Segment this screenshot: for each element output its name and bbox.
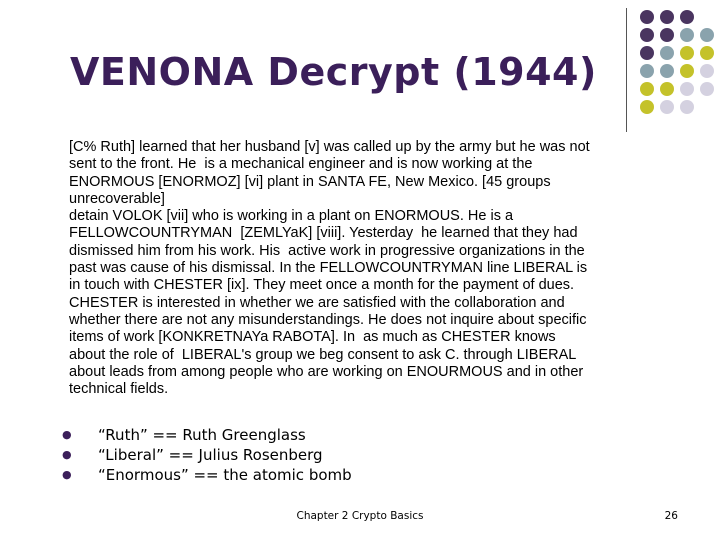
bullet-item — [62, 425, 352, 445]
bullet-dot-icon: ● — [62, 448, 72, 461]
dot-lilac — [700, 82, 714, 96]
dot-olive — [680, 46, 694, 60]
dot-purple — [640, 28, 654, 42]
dot-olive — [640, 100, 654, 114]
decrypt-text: [C% Ruth] learned that her husband [v] was called up by the army but he was not sent to the front. He is a mechanical engineer and is now working at the ENORMOUS [ENORMOZ] [vi] plant in SANTA FE, New Mexico. [45 groups unrecoverable] detain VOLOK [vii] who is working in a plant on ENORMOUS. He is a FELLOWCOUNTRYMAN [ZEMLYaK] [viii]. Yesterday he learned that they had dismissed him from his work. His active work in progressive organizations in the past was cause of his dismissal. In the FELLOWCOUNTRYMAN line LIBERAL is in touch with CHESTER [ix]. They meet once a month for the payment of dues. CHESTER is interested in whether we are satisfied with the collaboration and whether there are not any misunderstandings. He does not inquire about specific items of work [KONKRETNAYa RABOTA]. In as much as CHESTER knows about the role of LIBERAL's group we beg consent to ask C. through LIBERAL about leads from among people who are working on ENOURMOUS and in other technical fields. — [69, 139, 590, 398]
title-divider-line — [626, 8, 627, 132]
dot-teal — [700, 28, 714, 42]
page-number: 26 — [664, 510, 678, 522]
dot-teal — [680, 28, 694, 42]
dot-olive — [660, 82, 674, 96]
dot-olive — [700, 46, 714, 60]
dot-teal — [640, 64, 654, 78]
bullet-text: “Enormous” == the atomic bomb — [98, 466, 352, 484]
bullet-item — [62, 445, 352, 465]
dot-teal — [660, 64, 674, 78]
dot-purple — [640, 46, 654, 60]
bullet-item — [62, 465, 352, 485]
dot-purple — [640, 10, 654, 24]
dot-lilac — [700, 64, 714, 78]
dot-lilac — [680, 82, 694, 96]
dot-lilac — [680, 100, 694, 114]
dot-lilac — [660, 100, 674, 114]
bullet-dot-icon: ● — [62, 428, 72, 441]
footer-chapter: Chapter 2 Crypto Basics — [296, 510, 424, 522]
dot-purple — [660, 28, 674, 42]
slide-title: VENONA Decrypt (1944) — [70, 50, 597, 94]
bullet-dot-icon: ● — [62, 468, 72, 481]
bullet-text: “Liberal” == Julius Rosenberg — [98, 446, 323, 464]
dot-olive — [640, 82, 654, 96]
bullet-list — [62, 425, 352, 485]
dot-teal — [660, 46, 674, 60]
dot-olive — [680, 64, 694, 78]
dot-purple — [680, 10, 694, 24]
bullet-text: “Ruth” == Ruth Greenglass — [98, 426, 306, 444]
dot-purple — [660, 10, 674, 24]
